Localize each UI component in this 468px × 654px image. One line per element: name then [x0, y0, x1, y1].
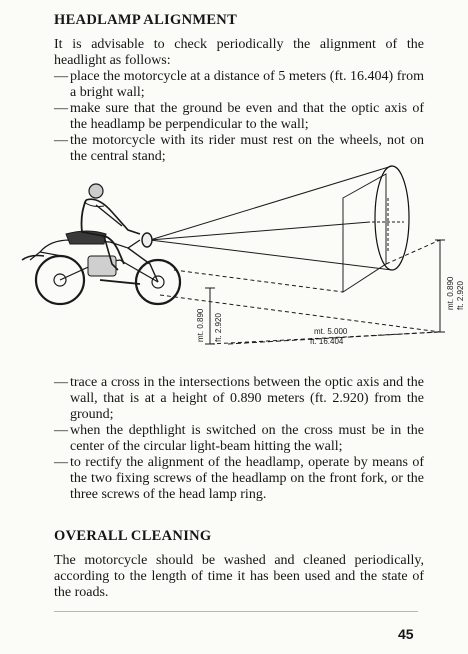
step-item: — place the motorcycle at a distance of 5 meters (ft. 16.404) from a bright wall;: [54, 69, 424, 100]
distance-label-ft: ft. 16.404: [310, 337, 344, 346]
wall-height-label-m: mt. 0.890: [446, 276, 455, 310]
page-number: 45: [398, 626, 414, 642]
lamp-height-label-ft: ft. 2.920: [214, 313, 223, 342]
distance-label-m: mt. 5.000: [314, 327, 348, 336]
bullet-dash: —: [54, 69, 68, 84]
footer-divider: [54, 611, 418, 612]
step-item: — to rectify the alignment of the headlamp, operate by means of the two fixing screws of the headlamp on the front fork, or the three screws of the head lamp ring.: [54, 455, 424, 502]
steps-after-list: [54, 375, 424, 503]
bullet-dash: —: [54, 455, 68, 470]
cleaning-body: The motorcycle should be washed and cleaned periodically, according to the length of time it has been used and the state of the roads.: [54, 553, 424, 600]
headlamp-alignment-heading: HEADLAMP ALIGNMENT: [54, 12, 238, 28]
lamp-height-label-m: mt. 0.890: [196, 308, 205, 342]
bullet-dash: —: [54, 101, 68, 116]
overall-cleaning-heading: OVERALL CLEANING: [54, 528, 212, 544]
bullet-dash: —: [54, 423, 68, 438]
bullet-dash: —: [54, 133, 68, 148]
headlamp-intro: It is advisable to check periodically the alignment of the headlight as follows:: [54, 37, 424, 68]
bullet-dash: —: [54, 375, 68, 390]
headlamp-alignment-diagram: [0, 160, 468, 360]
step-item: — trace a cross in the intersections between the optic axis and the wall, that is at a height of 0.890 meters (ft. 2.920) from the ground;: [54, 375, 424, 422]
step-item: — when the depthlight is switched on the cross must be in the center of the circular light-beam hitting the wall;: [54, 423, 424, 454]
wall-height-label-ft: ft. 2.920: [456, 281, 465, 310]
step-item: — the motorcycle with its rider must rest on the wheels, not on the central stand;: [54, 133, 424, 164]
step-item: — make sure that the ground be even and that the optic axis of the headlamp be perpendicular to the wall;: [54, 101, 424, 132]
steps-before-list: [54, 69, 424, 165]
